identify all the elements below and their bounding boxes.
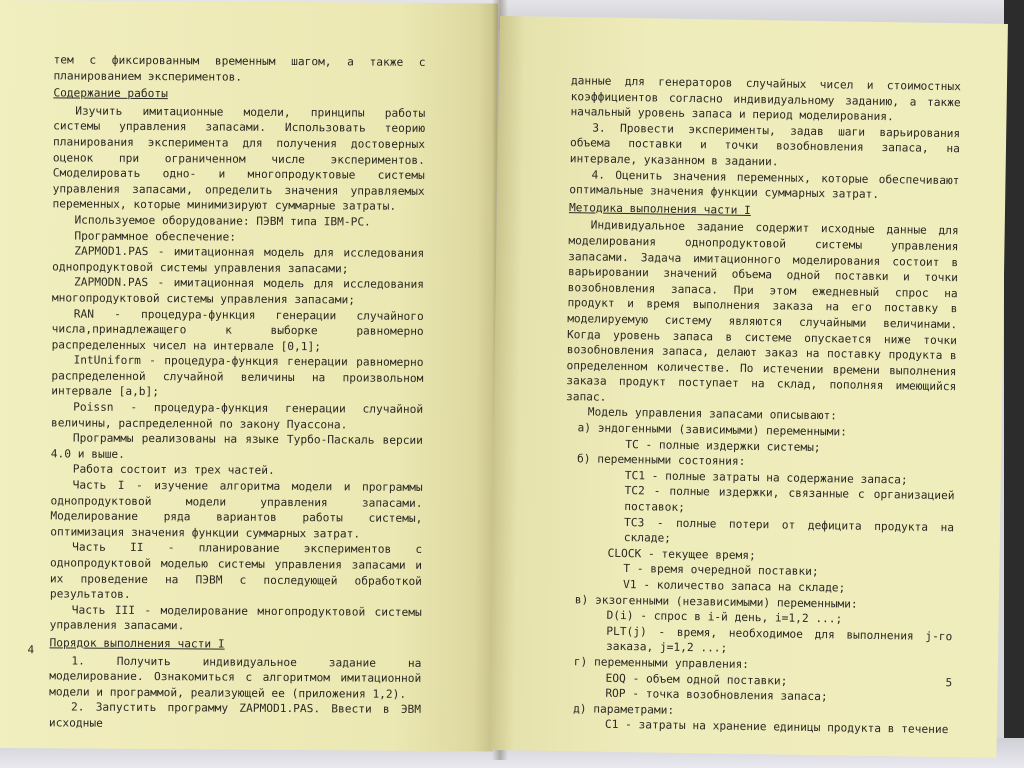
paragraph: RAN - процедура-функция генерации случайного числа,принадлежащего к выборке равномерно распределенных чисел на интервале [0,1];	[51, 307, 424, 353]
paragraph: Модель управления запасами описывают:	[587, 405, 838, 423]
paragraph: ZAPMODN.PAS - имитационная модель для исследования многопродуктовой системы управления запасами;	[51, 275, 425, 307]
right-page-text	[561, 73, 961, 738]
paragraph: 3. Провести эксперименты, задав шаги варьирования объема поставки и точки возобновления запаса, на интервале, указанном в задании.	[569, 121, 961, 169]
list-item: б) переменными состояния:	[576, 452, 746, 469]
paragraph: Используемое оборудование: ПЭВМ типа IBM-PC.	[74, 213, 371, 229]
list-item: TC - полные издержки системы;	[625, 437, 821, 454]
list-item: C1 - затраты на хранение единицы продукта в течение	[604, 718, 949, 737]
list-item: TC2 - полные издержки, связанные с организацией поставок;	[624, 484, 955, 514]
paragraph: IntUniform - процедура-функция генерации равномерно распределенной случайной величины на произвольном интервале [a,b];	[51, 353, 424, 399]
background-right	[1004, 0, 1024, 768]
section-heading: Порядок выполнения части I	[49, 636, 225, 651]
list-item: ROP - точка возобновления запаса;	[605, 686, 828, 704]
list-item: д) параметрами:	[573, 701, 675, 717]
left-page-text	[49, 52, 426, 733]
section-heading: Методика выполнения части I	[568, 200, 751, 217]
list-item: T - время очередной поставки;	[623, 562, 819, 579]
right-page	[488, 16, 1007, 758]
page-number: 5	[945, 676, 953, 690]
paragraph: Работа состоит из трех частей.	[72, 462, 275, 478]
list-item: EOQ - объем одной поставки;	[605, 671, 788, 688]
left-page	[0, 0, 498, 751]
paragraph: 4. Оценить значения переменных, которые обеспечивают оптимальные значения функции суммарных затрат.	[569, 168, 960, 202]
paragraph: Часть I - изучение алгоритма модели и программы однопродуктовой модели управления запасами. Моделирование ряда вариантов работы системы, оптимизация значения функции суммарных затрат.	[50, 478, 423, 541]
section-heading: Содержание работы	[53, 86, 168, 101]
page-number: 4	[27, 643, 35, 657]
list-item: г) переменными управления:	[573, 655, 750, 671]
paragraph: Программное обеспечение:	[74, 229, 237, 244]
paragraph: 1. Получить индивидуальное задание на моделирование. Ознакомиться с алгоритмом имитационной модели и программой, реализующей ее (приложения 1,2).	[49, 654, 422, 701]
list-item: в) экзогенными (независимыми) переменными:	[574, 592, 858, 611]
paragraph: 2. Запустить программу ZAPMOD1.PAS. Ввести в ЭВМ исходные	[48, 700, 422, 730]
paragraph: Часть III - моделирование многопродуктовой системы управления запасами.	[49, 603, 422, 633]
list-item: а) эндогенными (зависимыми) переменными:	[577, 421, 848, 439]
paragraph: Часть II - планирование экспериментов с однопродуктовой моделью системы управления запасами и их проведение на ПЭВМ с последующей обработкой результатов.	[49, 540, 423, 602]
paragraph: тем с фиксированным временным шагом, а также с планированием экспериментов.	[53, 53, 426, 84]
paragraph: Poissn - процедура-функция генерации случайной величины, распределенной по закону Пуассона.	[51, 400, 424, 432]
list-item: D(i) - спрос в i-й день, i=1,2 ...;	[606, 608, 843, 626]
list-item: CLOCK - текущее время;	[607, 546, 756, 562]
paragraph: Изучить имитационные модели, принципы работы системы управления запасами. Использовать теорию планирования эксперимента для получения достоверных оценок при ограниченном числе экспериментов. Смоделировать одно- и многопродуктовые системы управления запасами, определить значения управляемых переменных, которые минимизируют суммарные затраты.	[52, 104, 426, 214]
paragraph: данные для генераторов случайных чисел и стоимостных коэффициентов согласно индивидуальному заданию, а также начальный уровень запаса и период моделирования.	[570, 74, 962, 124]
list-item: TC1 - полные затраты на содержание запаса;	[624, 468, 908, 487]
paragraph: ZAPMOD1.PAS - имитационная модель для исследования однопродуктовой системы управления запасами;	[52, 244, 425, 276]
paragraph: Индивидуальное задание содержит исходные данные для моделирования однопродуктовой системы управления запасами. Задача имитационного моделирования состоит в варьировании значений объема одной поставки и точки возобновления запаса. При этом ежедневный спрос на продукт и время выполнения заказа на его поставку в моделируемую систему являются случайными величинами. Когда уровень запаса в системе опускается ниже точки возобновления запаса, делают заказ на поставку продукта в определенном количестве. По истечении времени выполнения заказа продукт поступает на склад, пополняя имеющийся запас.	[565, 218, 959, 404]
paragraph: Программы реализованы на языке Турбо-Паскаль версии 4.0 и выше.	[50, 431, 423, 461]
list-item: TC3 - полные потери от дефицита продукта на складе;	[623, 515, 955, 545]
list-item: PLT(j) - время, необходимое для выполнения j-го заказа, j=1,2 ...;	[606, 624, 953, 656]
list-item: V1 - количество запаса на складе;	[622, 578, 846, 595]
